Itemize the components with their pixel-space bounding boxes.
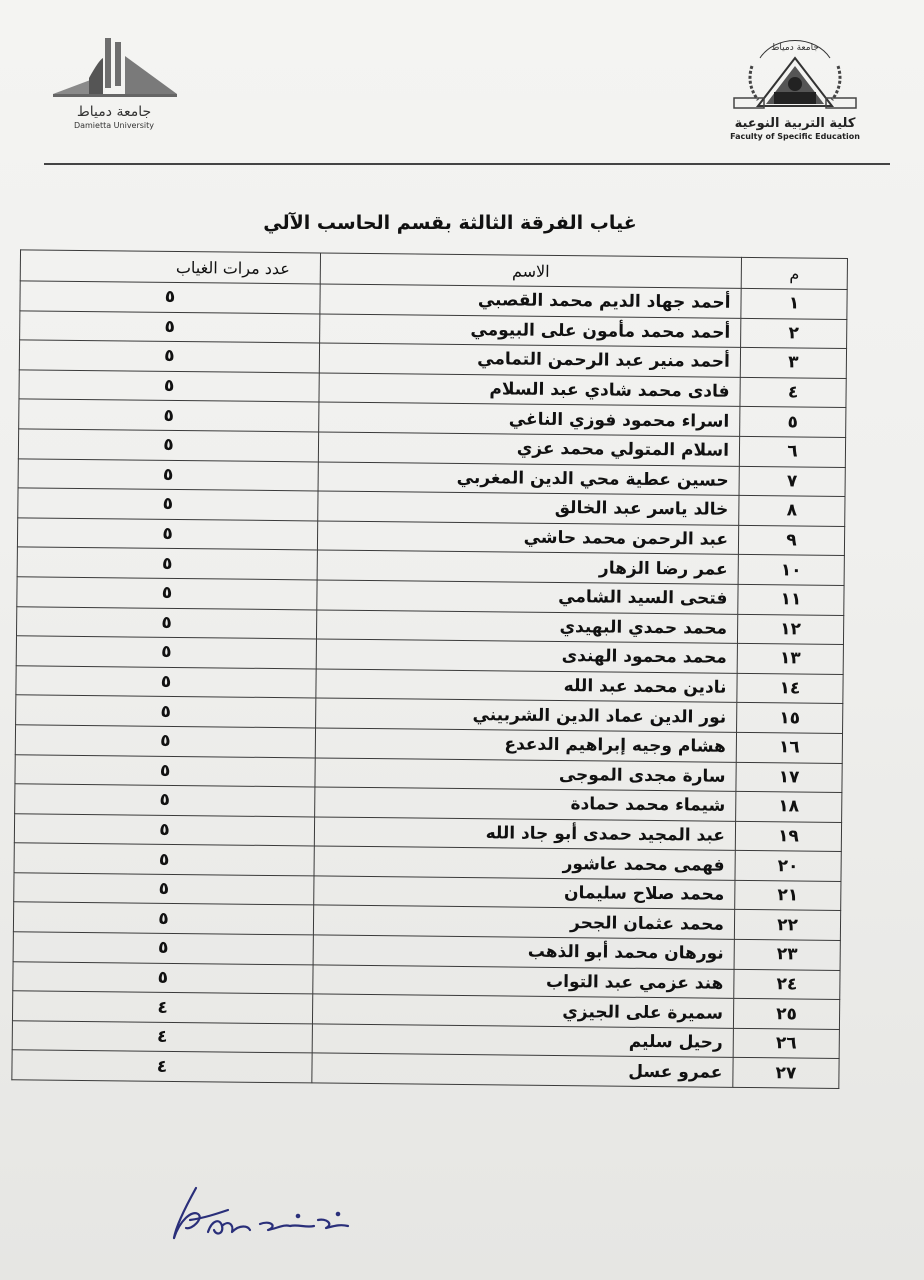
row-absence-count: ٥ xyxy=(19,340,319,373)
row-number: ٣ xyxy=(740,348,846,379)
university-logo xyxy=(44,36,184,146)
row-number: ١١ xyxy=(738,584,844,615)
row-name: أحمد محمد مأمون على البيومي xyxy=(320,314,741,348)
header-name: الاسم xyxy=(320,253,741,288)
row-absence-count: ٥ xyxy=(14,843,314,876)
row-name: خالد ياسر عبد الخالق xyxy=(318,491,739,525)
row-name: نور الدين عماد الدين الشربيني xyxy=(316,698,737,732)
row-absence-count: ٥ xyxy=(16,606,316,639)
row-name: عمرو عسل xyxy=(312,1053,733,1087)
row-absence-count: ٥ xyxy=(15,784,315,817)
row-name: نورهان محمد أبو الذهب xyxy=(313,935,734,969)
row-name: رحيل سليم xyxy=(312,1024,733,1058)
row-name: فهمى محمد عاشور xyxy=(314,846,735,880)
row-number: ٧ xyxy=(739,466,845,497)
handwritten-signature-icon xyxy=(174,1188,348,1238)
row-number: ٢ xyxy=(741,318,847,349)
row-name: أحمد جهاد الديم محمد القصبي xyxy=(320,284,741,318)
row-absence-count: ٥ xyxy=(17,577,317,610)
row-number: ١٠ xyxy=(738,555,844,586)
row-number: ٢٥ xyxy=(733,999,839,1030)
row-absence-count: ٥ xyxy=(13,961,313,994)
row-number: ١٩ xyxy=(735,821,841,852)
row-name: عبد الرحمن محمد حاشي xyxy=(317,521,738,555)
row-absence-count: ٥ xyxy=(20,310,320,343)
row-number: ٢٠ xyxy=(735,851,841,882)
row-absence-count: ٥ xyxy=(14,873,314,906)
row-number: ٢٤ xyxy=(734,969,840,1000)
university-name-arabic: جامعة دمياط xyxy=(76,104,152,120)
university-logo-icon xyxy=(49,36,179,102)
header-divider xyxy=(44,163,890,165)
row-absence-count: ٤ xyxy=(12,1050,312,1083)
row-number: ٨ xyxy=(739,496,845,527)
row-name: اسراء محمود فوزي الناغي xyxy=(319,402,740,436)
faculty-name-arabic: كلية التربية النوعية xyxy=(734,116,856,131)
row-absence-count: ٥ xyxy=(14,813,314,846)
row-absence-count: ٤ xyxy=(12,1021,312,1054)
row-absence-count: ٥ xyxy=(17,518,317,551)
row-number: ٢٦ xyxy=(733,1028,839,1059)
faculty-logo xyxy=(728,36,862,148)
row-absence-count: ٥ xyxy=(15,725,315,758)
row-name: اسلام المتولي محمد عزي xyxy=(318,432,739,466)
row-number: ١٤ xyxy=(737,673,843,704)
faculty-crest-icon xyxy=(730,36,860,114)
row-number: ١ xyxy=(741,288,847,319)
row-number: ٥ xyxy=(740,407,846,438)
header-count: عدد مرات الغياب xyxy=(20,250,320,284)
university-name-english: Damietta University xyxy=(73,121,155,130)
faculty-name-english: Faculty of Specific Education xyxy=(730,132,860,141)
svg-text:جامعة دمياط: جامعة دمياط xyxy=(771,43,819,53)
row-absence-count: ٤ xyxy=(12,991,312,1024)
row-absence-count: ٥ xyxy=(13,902,313,935)
row-name: محمد عثمان الجحر xyxy=(313,905,734,939)
row-absence-count: ٥ xyxy=(19,370,319,403)
header-num: م xyxy=(741,257,847,289)
row-name: فادى محمد شادي عبد السلام xyxy=(319,373,740,407)
row-name: فتحى السيد الشامي xyxy=(317,580,738,614)
row-number: ٢٧ xyxy=(733,1058,839,1089)
row-number: ٦ xyxy=(739,436,845,467)
row-absence-count: ٥ xyxy=(13,932,313,965)
row-name: محمد صلاح سليمان xyxy=(314,876,735,910)
row-name: سميرة على الجيزي xyxy=(312,994,733,1028)
row-absence-count: ٥ xyxy=(19,399,319,432)
row-absence-count: ٥ xyxy=(20,281,320,314)
row-name: محمد حمدي البهيدي xyxy=(316,609,737,643)
signature xyxy=(168,1180,368,1250)
row-name: شيماء محمد حمادة xyxy=(315,787,736,821)
row-absence-count: ٥ xyxy=(17,547,317,580)
row-name: سارة مجدى الموجى xyxy=(315,757,736,791)
row-absence-count: ٥ xyxy=(16,695,316,728)
row-name: هشام وجيه إبراهيم الدعدع xyxy=(315,728,736,762)
row-number: ١٢ xyxy=(737,614,843,645)
row-number: ١٥ xyxy=(737,703,843,734)
row-absence-count: ٥ xyxy=(16,636,316,669)
row-number: ١٦ xyxy=(736,732,842,763)
row-absence-count: ٥ xyxy=(16,666,316,699)
row-name: أحمد منير عبد الرحمن التمامي xyxy=(319,343,740,377)
row-absence-count: ٥ xyxy=(18,458,318,491)
row-absence-count: ٥ xyxy=(18,429,318,462)
row-name: نادين محمد عبد الله xyxy=(316,669,737,703)
row-number: ١٣ xyxy=(737,643,843,674)
row-number: ٤ xyxy=(740,377,846,408)
absence-table xyxy=(11,249,848,1089)
row-number: ٢٢ xyxy=(734,910,840,941)
row-absence-count: ٥ xyxy=(18,488,318,521)
row-number: ٩ xyxy=(738,525,844,556)
row-name: عبد المجيد حمدى أبو جاد الله xyxy=(314,817,735,851)
row-name: عمر رضا الزهار xyxy=(317,550,738,584)
row-number: ١٨ xyxy=(736,791,842,822)
row-name: محمد محمود الهندى xyxy=(316,639,737,673)
row-number: ٢٣ xyxy=(734,939,840,970)
row-name: حسين عطية محي الدين المغربي xyxy=(318,462,739,496)
row-number: ٢١ xyxy=(735,880,841,911)
row-number: ١٧ xyxy=(736,762,842,793)
row-name: هند عزمي عبد التواب xyxy=(313,965,734,999)
page-title: غياب الفرقة الثالثة بقسم الحاسب الآلي xyxy=(263,212,637,234)
row-absence-count: ٥ xyxy=(15,754,315,787)
